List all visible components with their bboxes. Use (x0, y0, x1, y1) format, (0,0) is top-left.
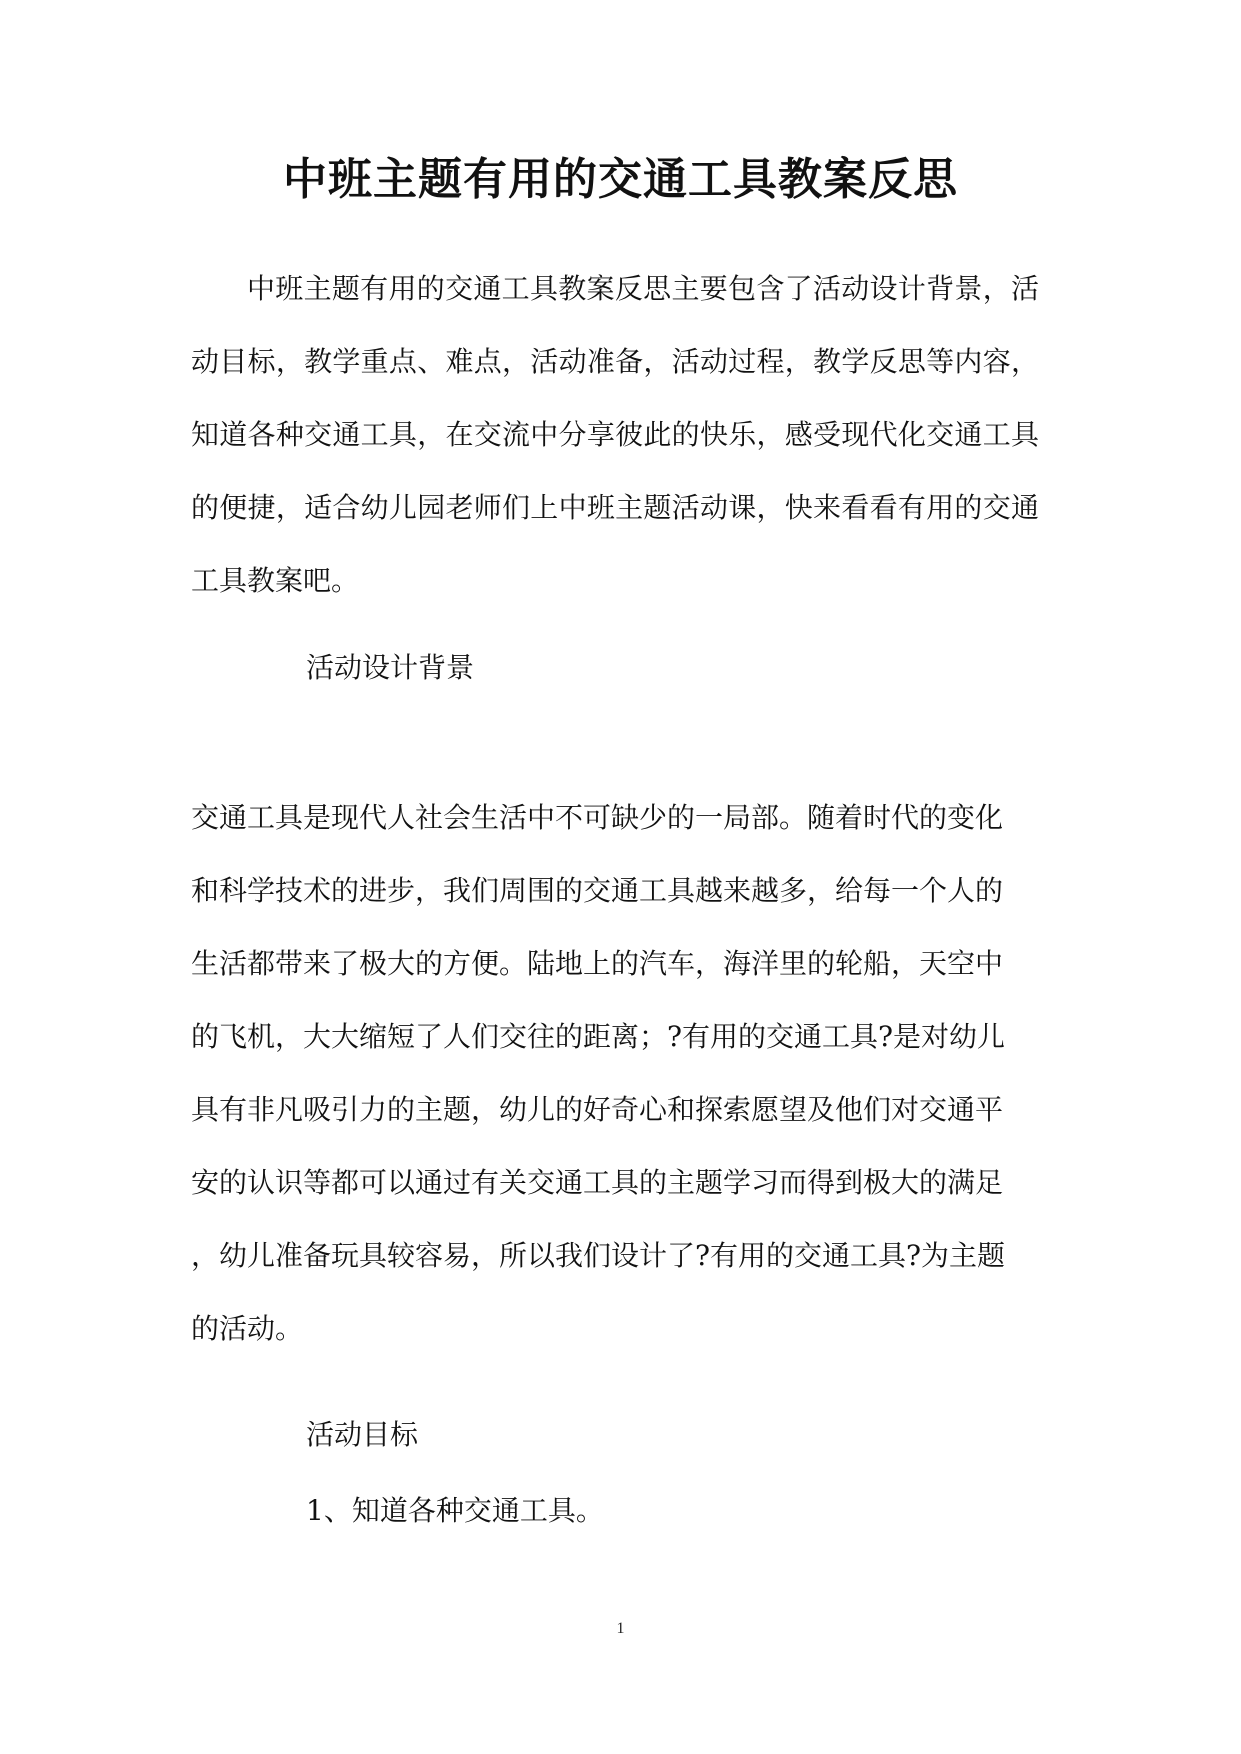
section-heading-background: 活动设计背景 (306, 651, 475, 684)
background-paragraph (191, 781, 1039, 1365)
section-heading-goals: 活动目标 (306, 1418, 419, 1451)
background-line: 的飞机，大大缩短了人们交往的距离；?有用的交通工具?是对幼儿 (191, 1020, 1006, 1053)
page-number: 1 (616, 1620, 625, 1637)
intro-paragraph: 中班主题有用的交通工具教案反思主要包含了活动设计背景，活动目标，教学重点、难点，活动准备，活动过程，教学反思等内容，知道各种交通工具，在交流中分享彼此的快乐，感受现代化交通工具的便捷，适合幼儿园老师们上中班主题活动课，快来看看有用的交通工具教案吧。 (191, 272, 1039, 597)
background-line: ，幼儿准备玩具较容易，所以我们设计了?有用的交通工具?为主题 (191, 1239, 1006, 1272)
background-line: 具有非凡吸引力的主题，幼儿的好奇心和探索愿望及他们对交通平 (191, 1093, 1004, 1126)
background-line: 生活都带来了极大的方便。陆地上的汽车，海洋里的轮船，天空中 (191, 947, 1004, 980)
background-line: 安的认识等都可以通过有关交通工具的主题学习而得到极大的满足 (191, 1166, 1004, 1199)
background-line: 和科学技术的进步，我们周围的交通工具越来越多，给每一个人的 (191, 874, 1004, 907)
goal-item-1: 1、知道各种交通工具。 (306, 1494, 604, 1527)
background-line: 的活动。 (191, 1312, 304, 1345)
document-title: 中班主题有用的交通工具教案反思 (283, 154, 958, 205)
background-line: 交通工具是现代人社会生活中不可缺少的一局部。随着时代的变化 (191, 801, 1004, 834)
